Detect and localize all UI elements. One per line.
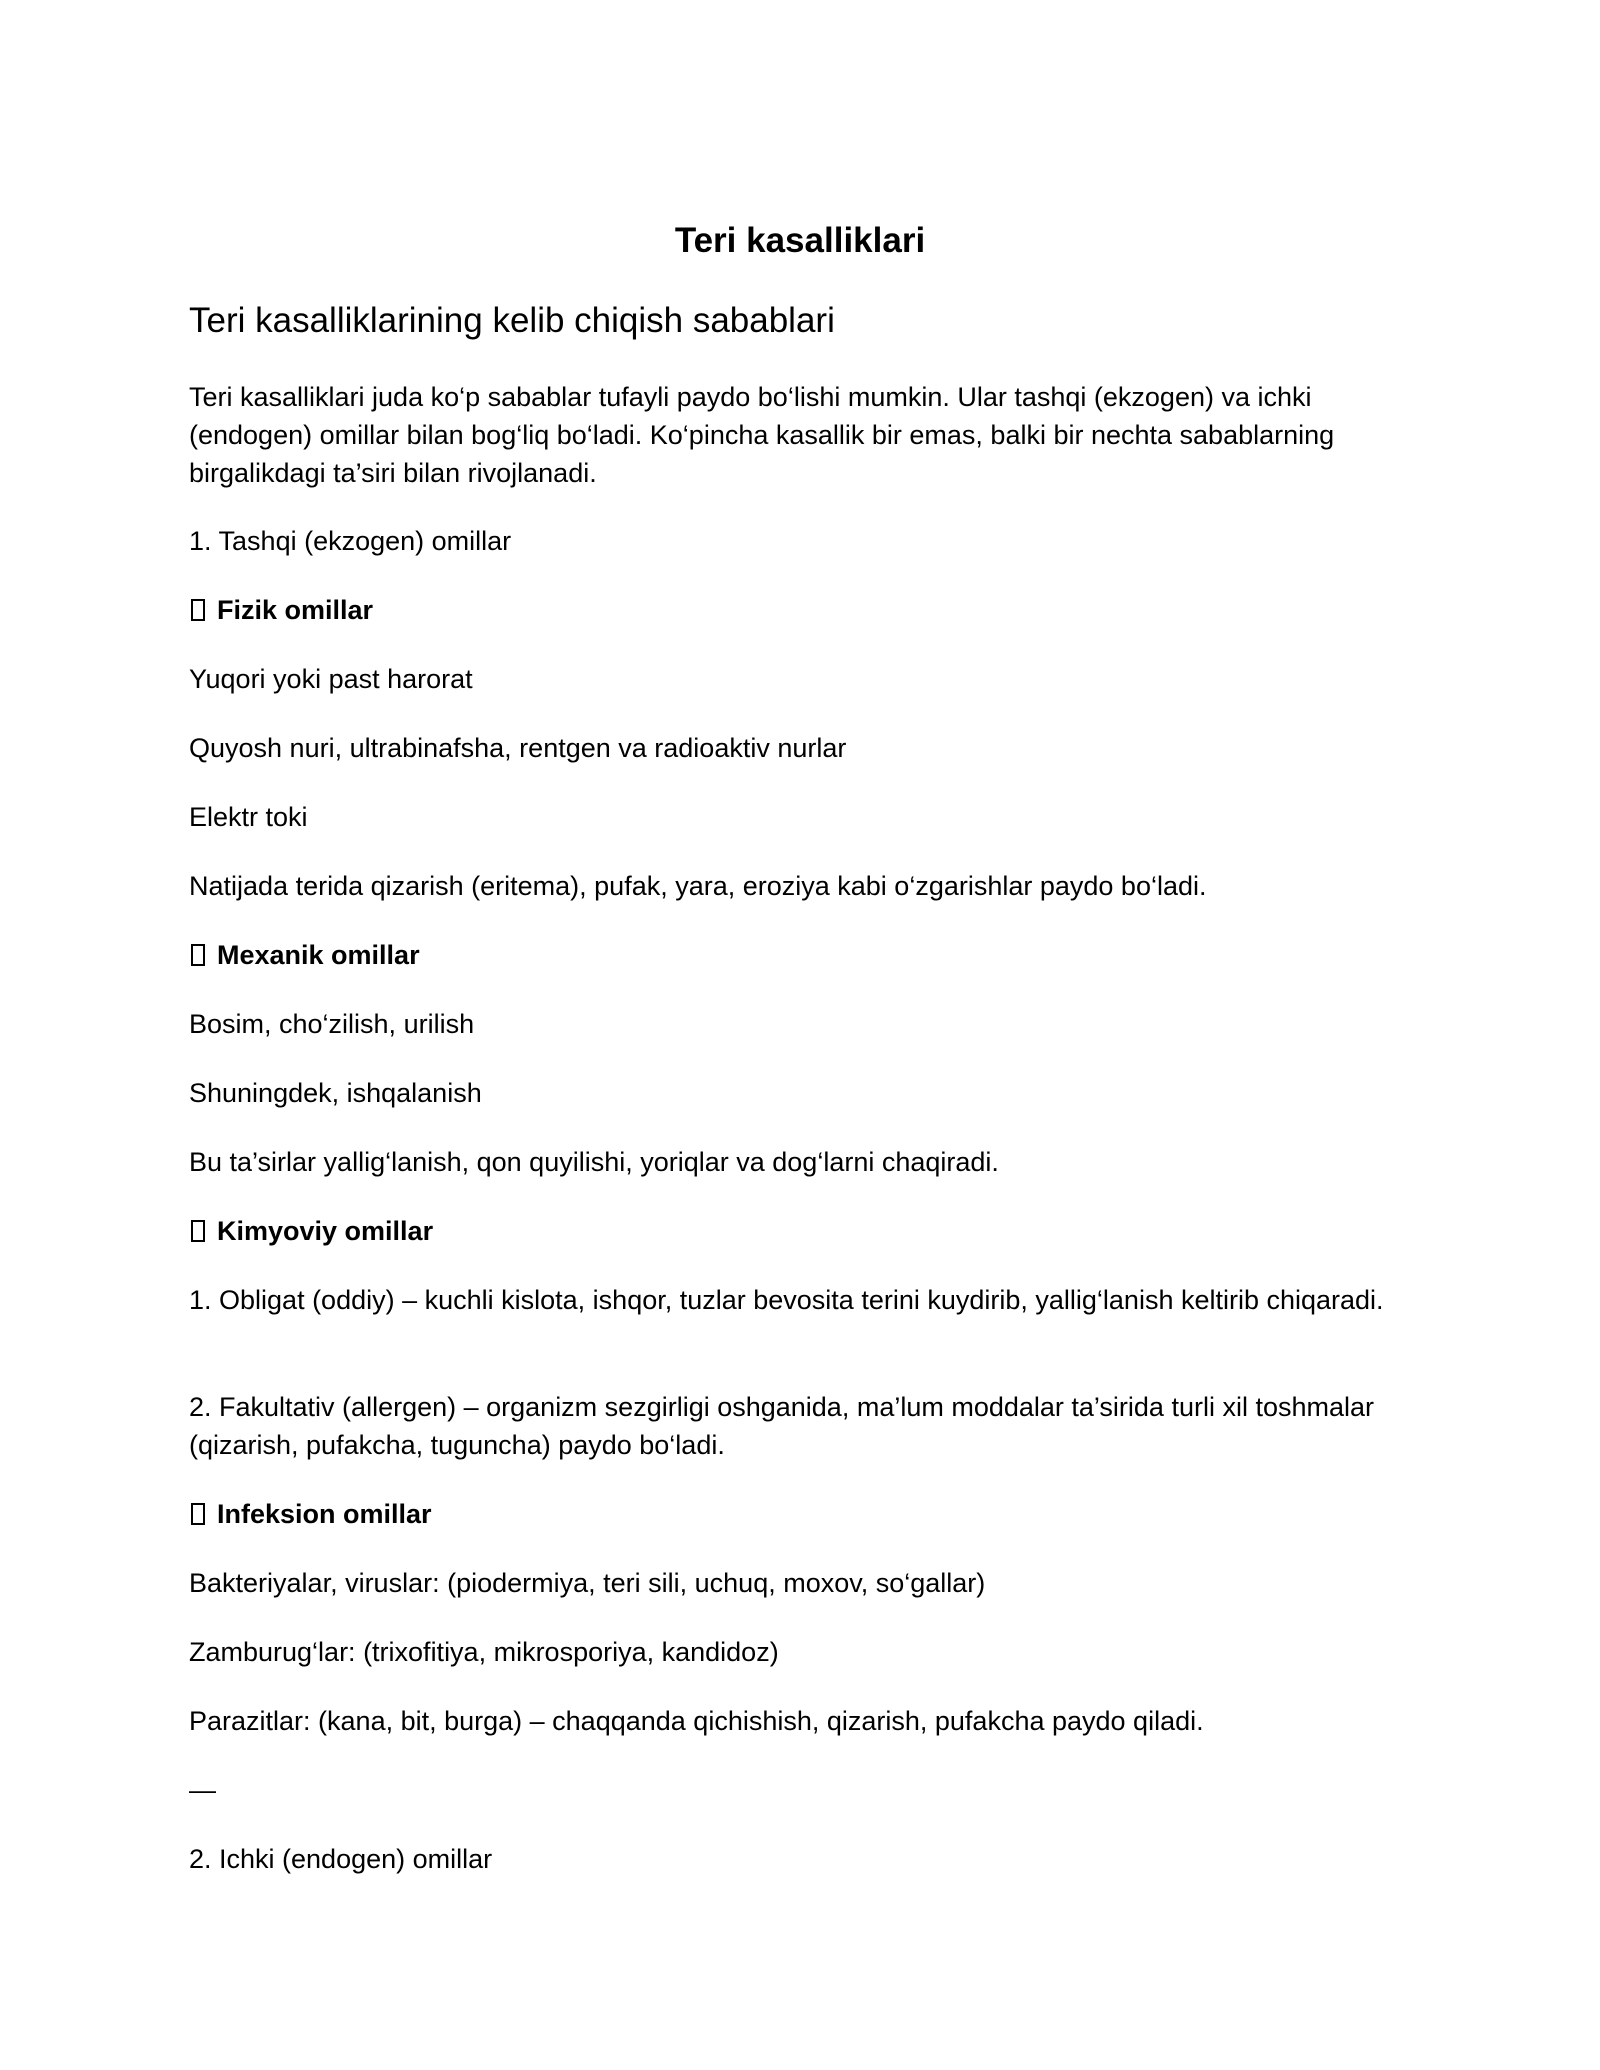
intro-paragraph: Teri kasalliklari juda ko‘p sabablar tufayli paydo bo‘lishi mumkin. Ular tashqi (ekzogen) va ichki (endogen) omillar bilan bog‘liq bo‘ladi. Ko‘pincha kasallik bir emas, balki bir nechta sabablarning birgalikdagi ta’siri bilan rivojlanadi. — [189, 382, 1335, 488]
list-item: Quyosh nuri, ultrabinafsha, rentgen va radioaktiv nurlar — [189, 733, 847, 763]
list-item: 2. Fakultativ (allergen) – organizm sezgirligi oshganida, ma’lum moddalar ta’sirida turli xil toshmalar (qizarish, pufakcha, tuguncha) paydo bo‘ladi. — [189, 1392, 1375, 1460]
page-title: Teri kasalliklari — [674, 221, 926, 260]
subsection-label: Infeksion omillar — [217, 1499, 432, 1529]
subsection-heading-mexanik — [189, 936, 1419, 974]
list-item: Zamburug‘lar: (trixofitiya, mikrosporiya, kandidoz) — [189, 1637, 779, 1667]
list-item: Bakteriyalar, viruslar: (piodermiya, teri sili, uchuq, moxov, so‘gallar) — [189, 1568, 986, 1598]
divider-dash: — — [189, 1775, 216, 1805]
missing-glyph-box-icon — [191, 1503, 205, 1525]
list-item: Parazitlar: (kana, bit, burga) – chaqqanda qichishish, qizarish, pufakcha paydo qiladi. — [189, 1706, 1204, 1736]
subsection-label: Mexanik omillar — [217, 940, 420, 970]
subsection-heading-fizik — [189, 591, 1419, 629]
section-heading-internal: 2. Ichki (endogen) omillar — [189, 1844, 493, 1874]
list-item: Shuningdek, ishqalanish — [189, 1078, 482, 1108]
subsection-label: Kimyoviy omillar — [217, 1216, 434, 1246]
list-item: Yuqori yoki past harorat — [189, 664, 473, 694]
missing-glyph-box-icon — [191, 1220, 205, 1242]
subsection-heading-kimyoviy — [189, 1212, 1419, 1250]
missing-glyph-box-icon — [191, 944, 205, 966]
missing-glyph-box-icon — [191, 599, 205, 621]
list-item: Natijada terida qizarish (eritema), pufak, yara, eroziya kabi o‘zgarishlar paydo bo‘ladi. — [189, 871, 1207, 901]
page-subtitle: Teri kasalliklarining kelib chiqish sabablari — [189, 301, 835, 340]
list-item: Bosim, cho‘zilish, urilish — [189, 1009, 475, 1039]
list-item: Bu ta’sirlar yallig‘lanish, qon quyilishi, yoriqlar va dog‘larni chaqiradi. — [189, 1147, 999, 1177]
list-item: 1. Obligat (oddiy) – kuchli kislota, ishqor, tuzlar bevosita terini kuydirib, yallig‘lanish keltirib chiqaradi. — [189, 1285, 1384, 1315]
subsection-heading-infeksion — [189, 1495, 1419, 1533]
subsection-label: Fizik omillar — [217, 595, 374, 625]
section-heading-external: 1. Tashqi (ekzogen) omillar — [189, 526, 512, 556]
list-item: Elektr toki — [189, 802, 308, 832]
